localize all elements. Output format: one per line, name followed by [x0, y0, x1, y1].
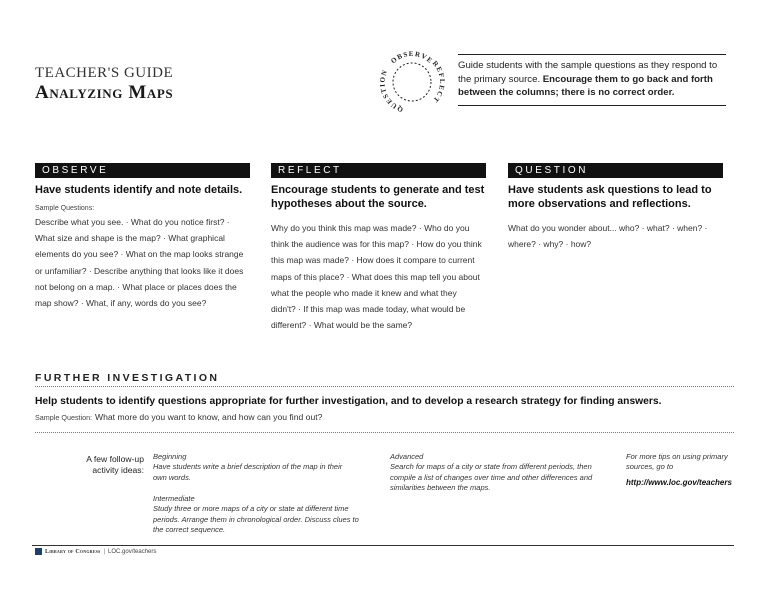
cycle-reflect: REFLECT: [430, 59, 447, 105]
footer-separator: |: [103, 548, 106, 555]
question-heading: Have students ask questions to lead to more observations and reflections.: [508, 184, 712, 210]
observe-column: [35, 163, 250, 311]
further-sample-question: What more do you want to know, and how can you find out?: [95, 412, 323, 422]
observe-sample-label: Sample Questions:: [35, 205, 95, 212]
cycle-diagram: [374, 44, 450, 120]
followup-label: A few follow-up activity ideas:: [86, 454, 144, 475]
guide-label: TEACHER'S GUIDE: [35, 65, 174, 81]
intro-bold: Encourage them to go back and forth between the columns; there is no correct order.: [458, 73, 713, 98]
intermediate-block: [153, 494, 363, 536]
question-column: [508, 163, 723, 252]
beginning-text: Have students write a brief description of the map in their own words.: [153, 462, 343, 482]
footer-org: Library of Congress: [45, 548, 101, 555]
cycle-question: QUESTION: [378, 68, 405, 114]
intermediate-text: Study three or more maps of a city or state at different time periods. Arrange them in chronological order. Discuss clues to the correct sequence.: [153, 504, 359, 535]
divider-bottom: [35, 432, 734, 433]
reflect-bar: REFLECT: [271, 163, 486, 178]
cycle-ring: [393, 63, 431, 101]
tips-text: For more tips on using primary sources, go to: [626, 452, 728, 472]
reflect-column: [271, 163, 486, 333]
beginning-block: [153, 452, 358, 483]
tips-block: [626, 452, 736, 488]
further-sample-label: Sample Question:: [35, 413, 93, 422]
question-bar: QUESTION: [508, 163, 723, 178]
intro-plain: Guide students with the sample questions as they respond to the primary source.: [458, 60, 718, 85]
intermediate-title: Intermediate: [153, 494, 195, 503]
page-title: Analyzing Maps: [35, 82, 174, 103]
tips-link[interactable]: http://www.loc.gov/teachers: [626, 477, 732, 487]
divider-top: [35, 386, 734, 387]
footer: [35, 548, 156, 555]
advanced-text: Search for maps of a city or state from different periods, then compile a list of changes over time and other differences and similarities between the maps.: [390, 462, 593, 493]
further-investigation-label: FURTHER INVESTIGATION: [35, 372, 220, 384]
observe-bar: OBSERVE: [35, 163, 250, 178]
reflect-heading: Encourage students to generate and test hypotheses about the source.: [271, 184, 485, 210]
footer-site[interactable]: LOC.gov/teachers: [108, 548, 157, 555]
footer-rule: [32, 545, 734, 546]
loc-logo-icon: [35, 548, 42, 555]
further-heading: Help students to identify questions appropriate for further investigation, and to develop a research strategy for finding answers.: [35, 396, 662, 407]
observe-heading: Have students identify and note details.: [35, 184, 243, 196]
intro-text: [458, 54, 726, 106]
observe-questions: Describe what you see. · What do you notice first? · What size and shape is the map? · What graphical elements do you see? · What on the map looks strange or unfamiliar? · Describe anything that looks like it does not belong on a map. · What place or places does the map show? · What, if any, words do you see?: [35, 217, 244, 309]
advanced-title: Advanced: [390, 452, 424, 461]
question-questions: What do you wonder about... who? · what? · when? · where? · why? · how?: [508, 223, 708, 250]
beginning-title: Beginning: [153, 452, 187, 461]
cycle-observe: OBSERVE: [389, 49, 435, 66]
reflect-questions: Why do you think this map was made? · Who do you think the audience was for this map? · How do you think this map was made? · How does it compare to current maps of this place? · What does this map tell you about what the people who made it knew and what they didn't? · If this map was made today, what would be different? · What would be the same?: [271, 223, 482, 331]
advanced-block: [390, 452, 600, 494]
